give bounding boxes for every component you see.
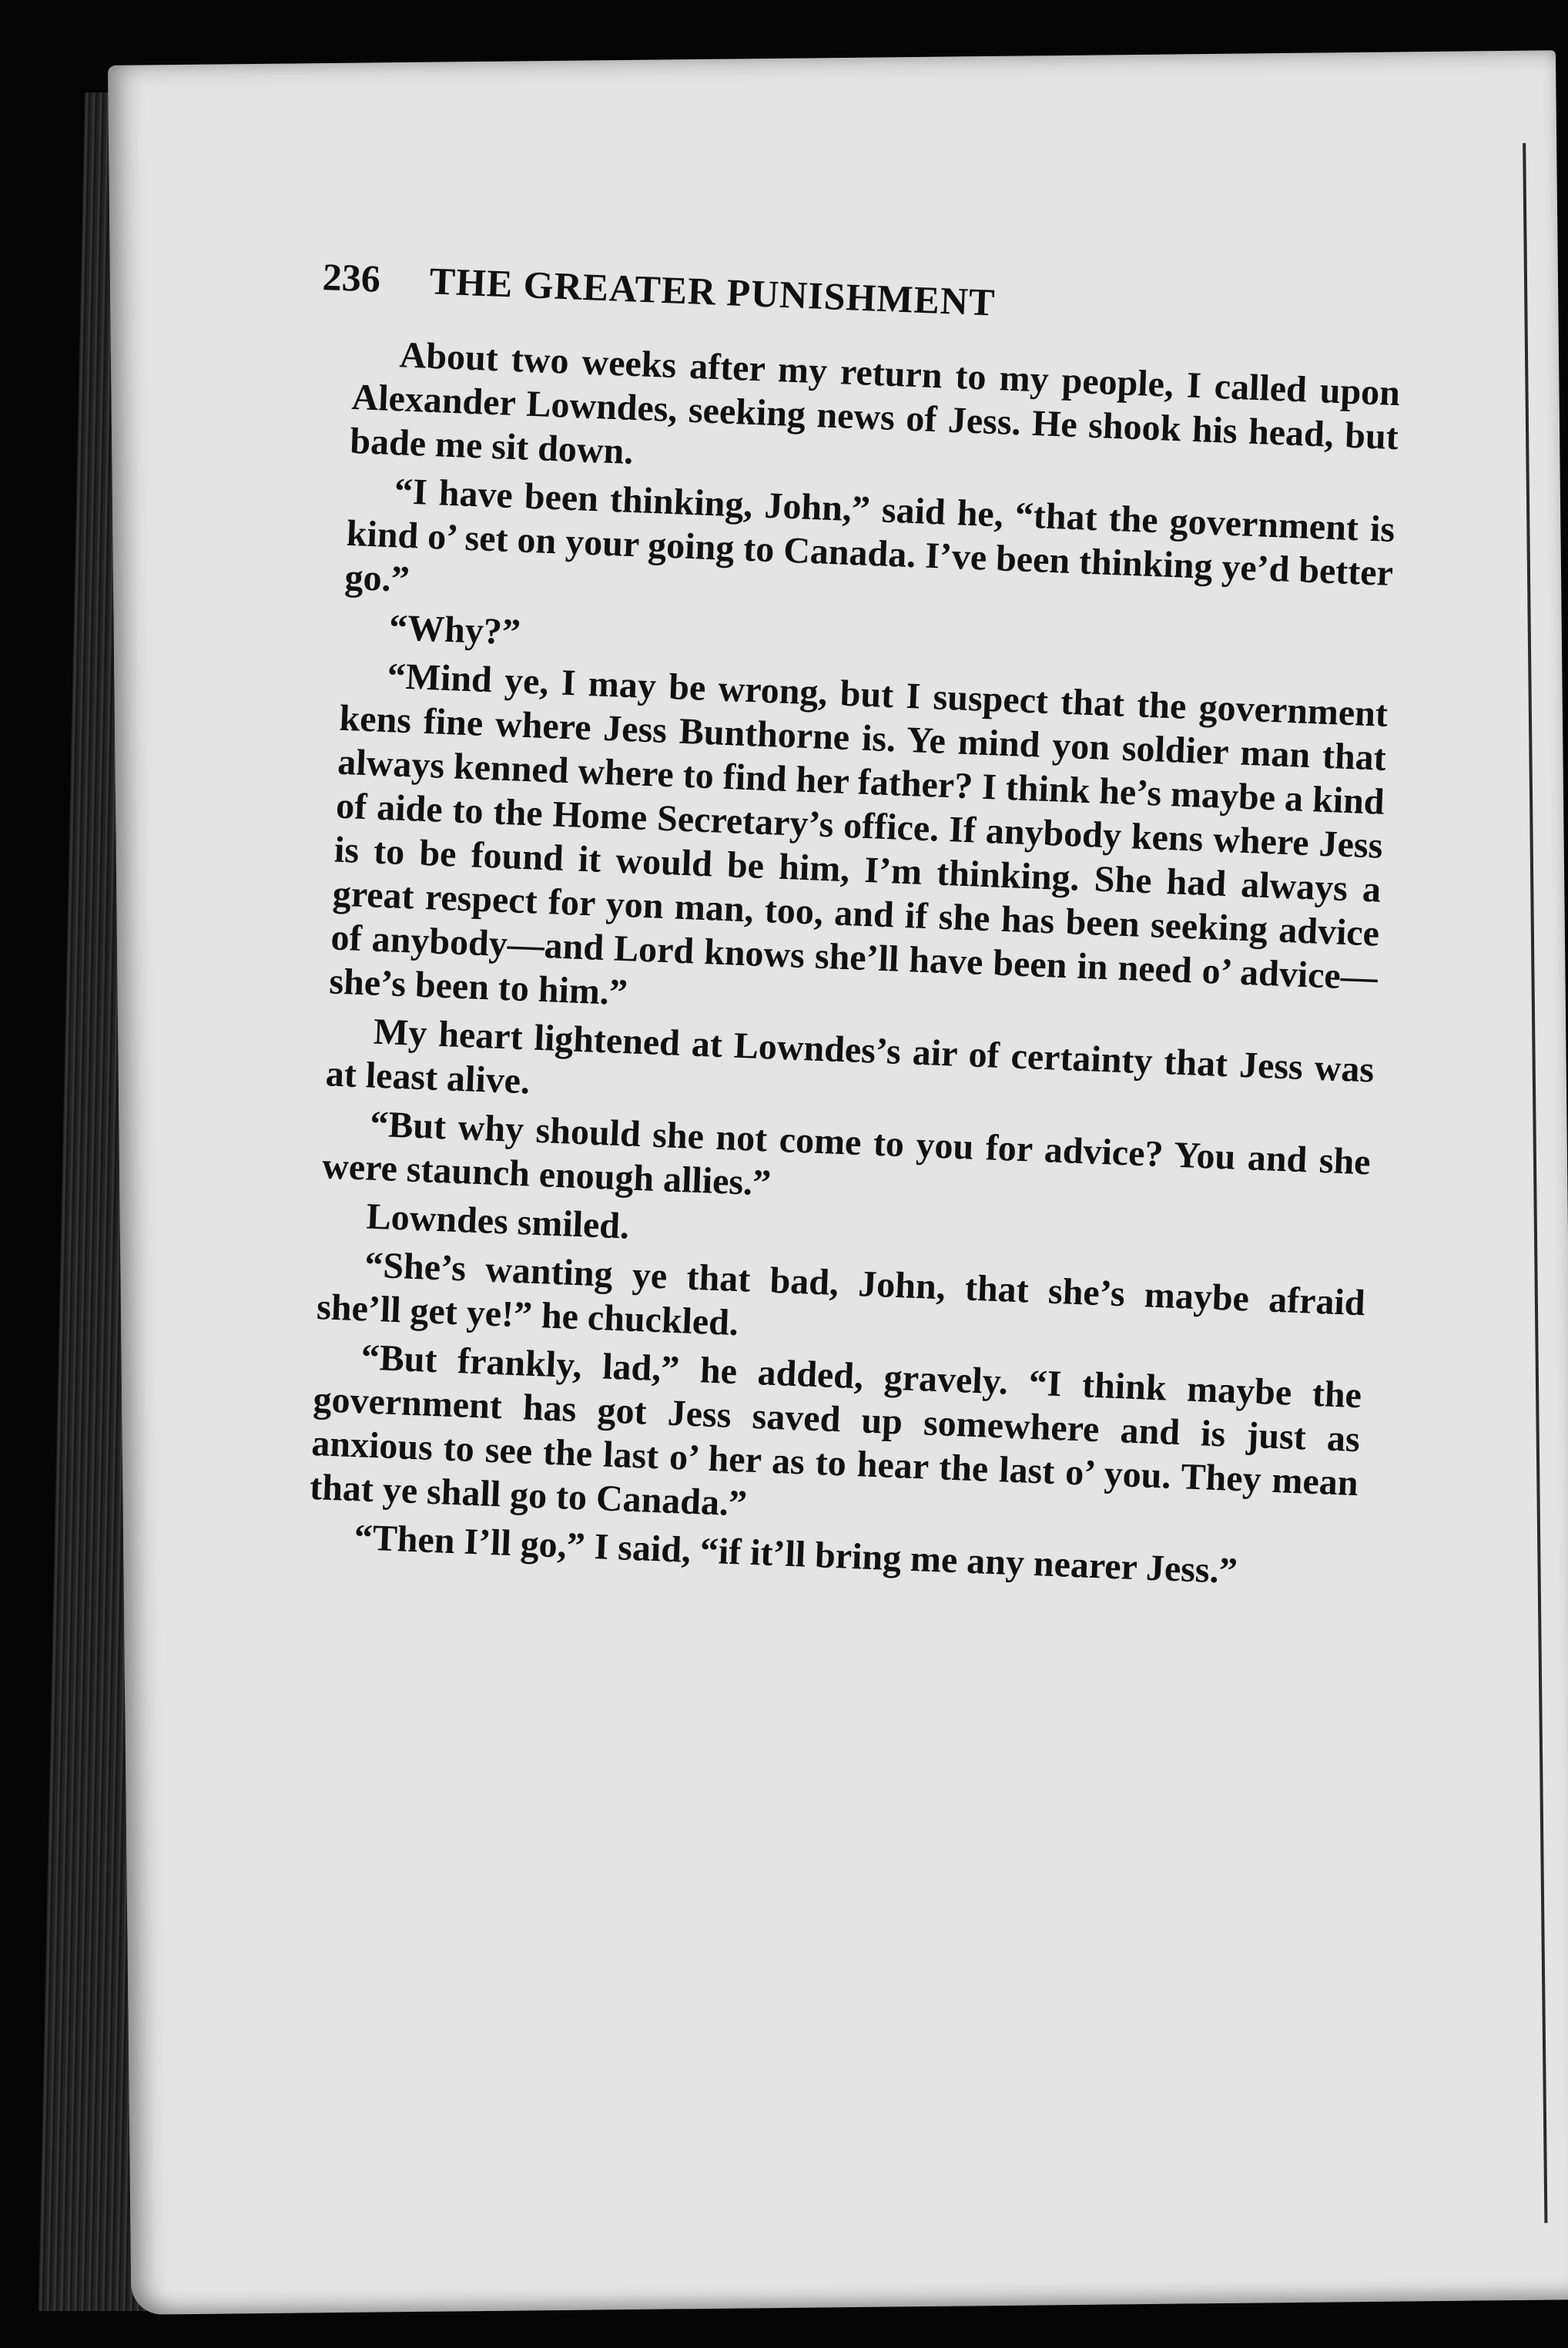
paragraph: About two weeks after my return to my people, I called upon Alexander Lowndes, seeking news of Jess. He shook his head, but bade me sit down. [349,334,1401,473]
page-edge-line [1523,143,1547,2223]
paragraph: “Why?” [388,607,521,653]
paragraph: “Mind ye, I may be wrong, but I suspect that the government kens fine where Jess Bunthorne is. Ye mind yon soldier man that always kenned where to find her father? I think he’s maybe a kind of aide to the Home Secretary’s office. If anybody kens where Jess is to be found it would be him, I’m thinking. She had always a great respect for yon man, too, and if she has been seeking advice of anybody—and Lord knows she’ll have been in need o’ advice—she’s been to him.” [328,655,1389,1014]
paragraph: “But why should she not come to you for advice? You and she were staunch enough allies.” [321,1103,1372,1204]
paragraph: “But frankly, lad,” he added, gravely. “I think maybe the government has got Jess saved up somewhere and is just as anxious to see the last o’ her as to hear the last o’ you. They mean that ye shall go to Canada.” [309,1337,1362,1525]
paragraph: “I have been thinking, John,” said he, “that the government is kind o’ set on your going to Canada. I’ve been thinking ye’d better go.” [343,471,1396,600]
body-text [307,331,1401,1602]
running-title: THE GREATER PUNISHMENT [428,259,997,324]
paragraph: “Then I’ll go,” I said, “if it’ll bring me any nearer Jess.” [353,1517,1238,1592]
paragraph: “She’s wanting ye that bad, John, that she’s maybe afraid she’ll get ye!” he chuckled. [316,1244,1366,1344]
paragraph: My heart lightened at Lowndes’s air of certainty that Jess was at least alive. [324,1011,1375,1102]
page-number: 236 [321,254,381,300]
paragraph: Lowndes smiled. [365,1196,631,1247]
